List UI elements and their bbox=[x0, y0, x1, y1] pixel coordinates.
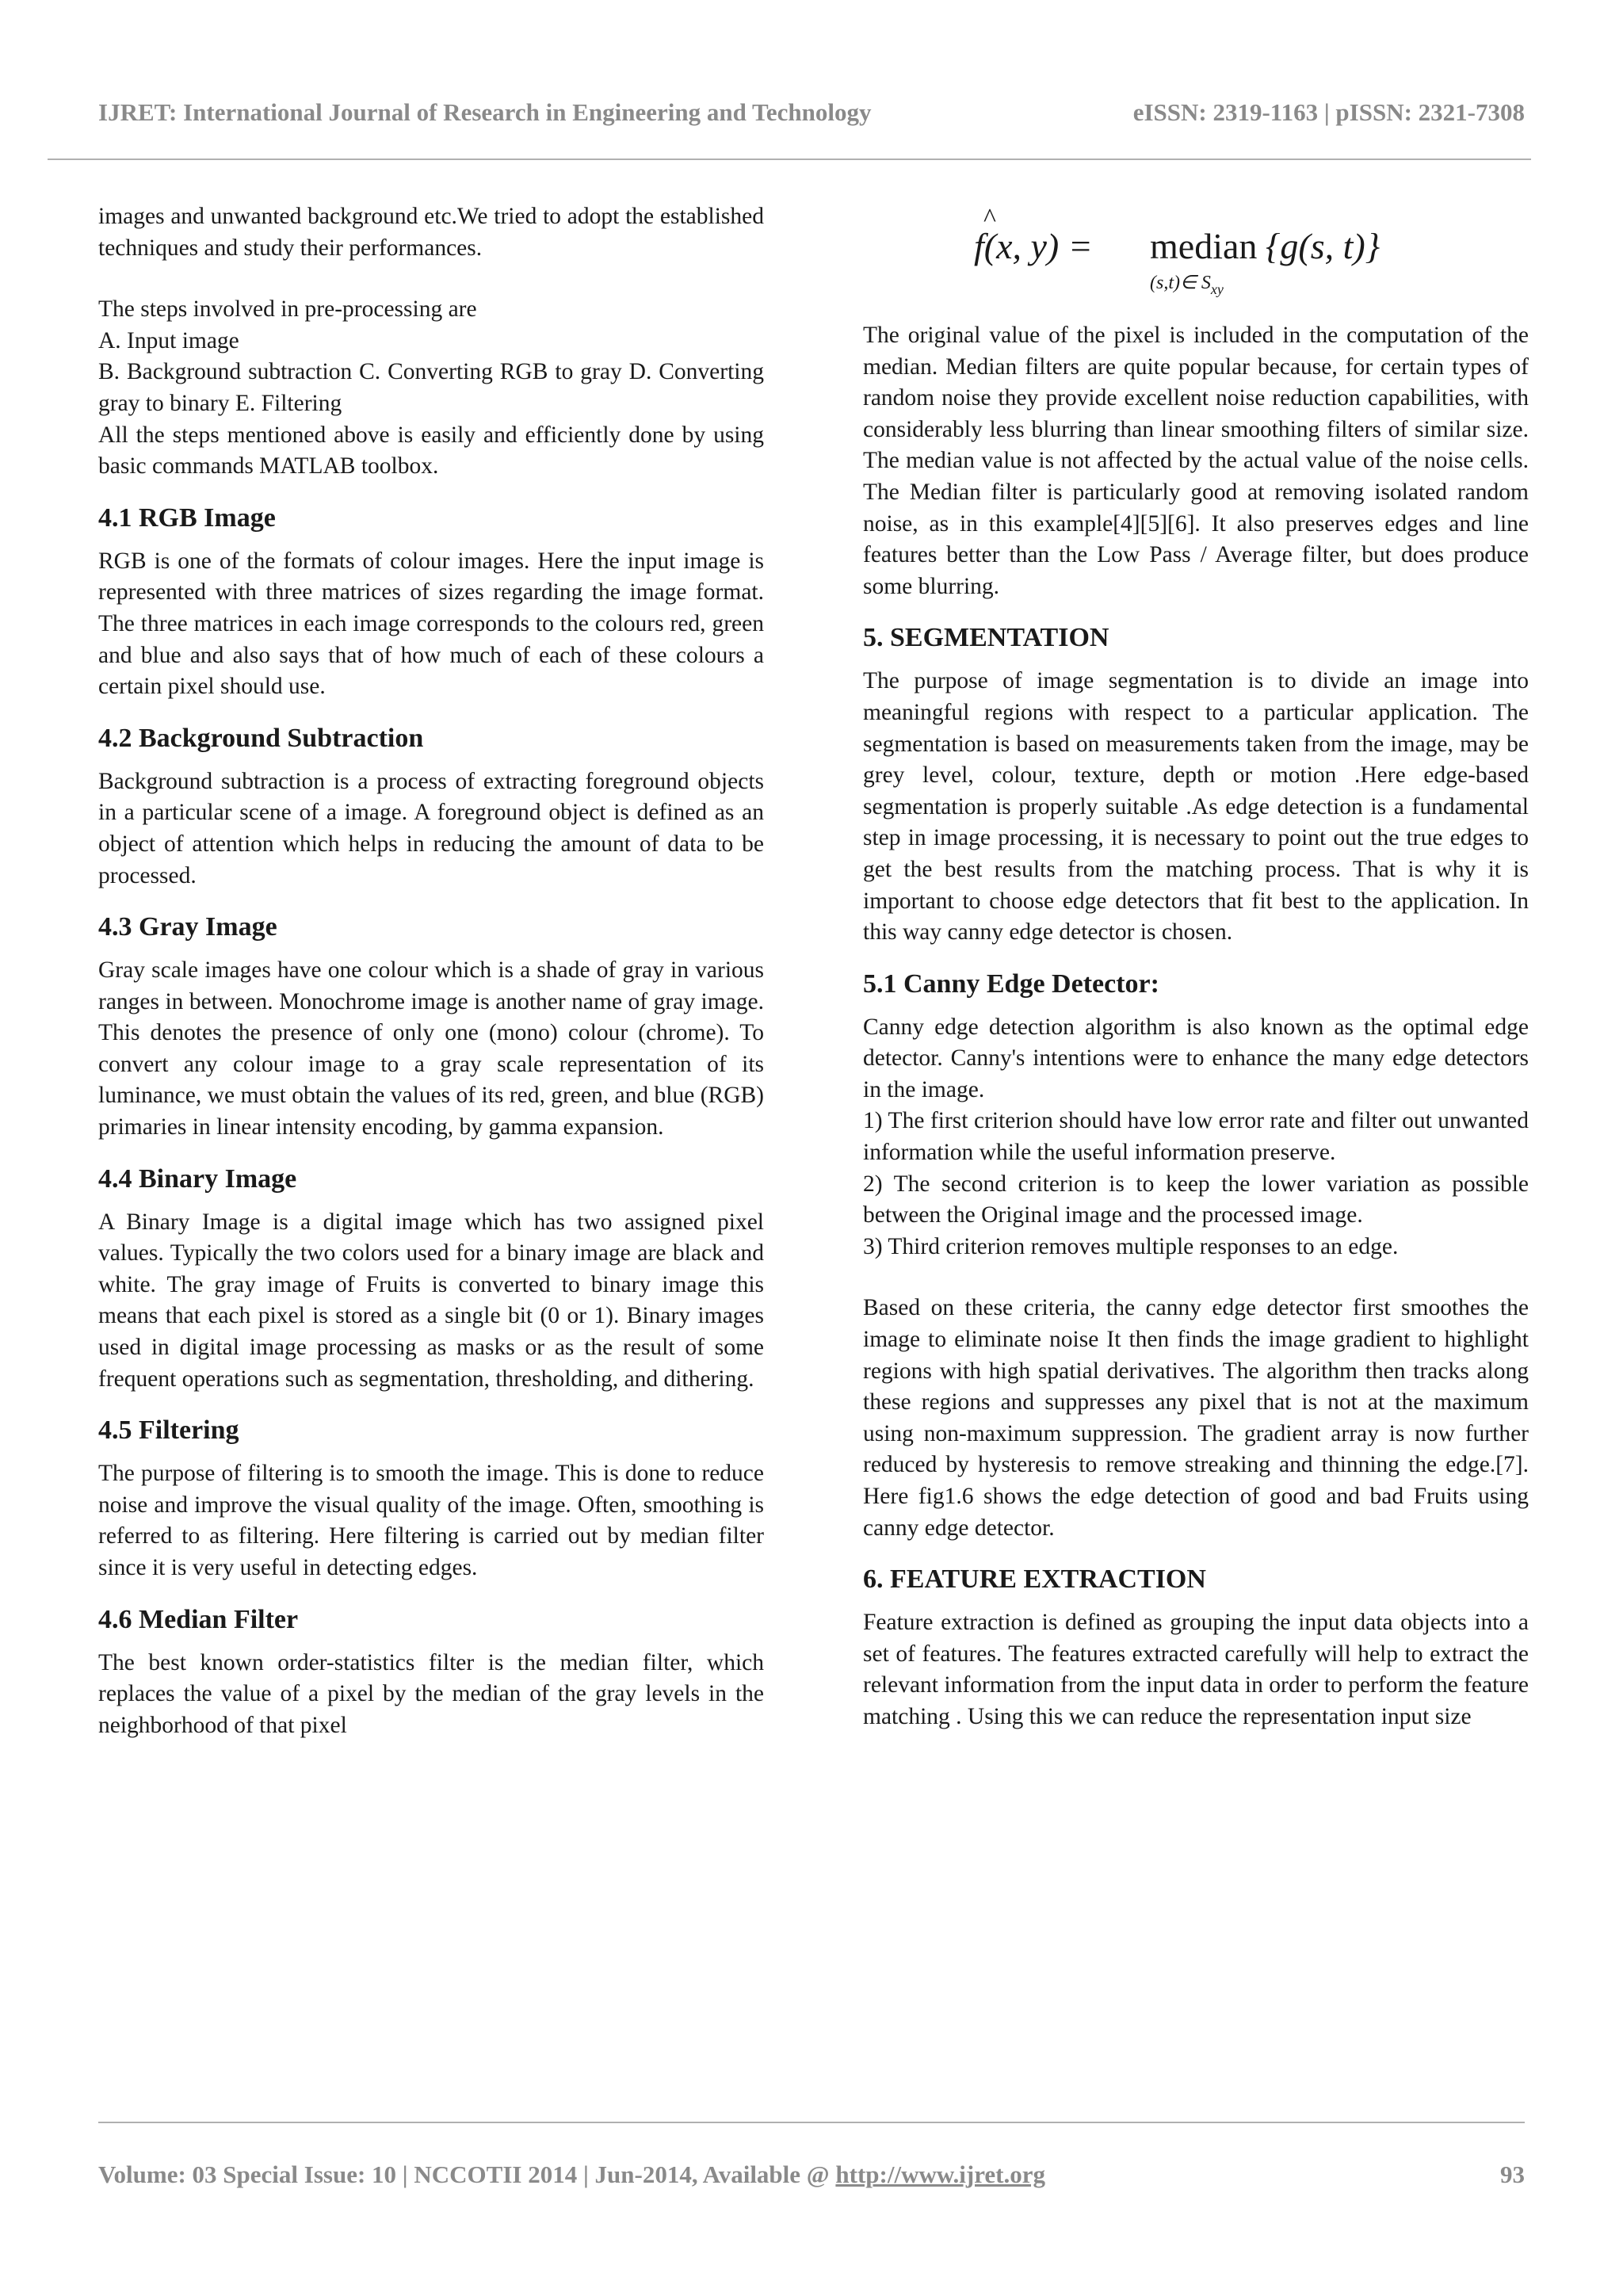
section-4-6-text: The best known order-statistics filter is the median filter, which replaces the value of a pixel by the median of the gray levels in the neighborhood of that pixel bbox=[98, 1649, 764, 1738]
section-4-5-title: 4.5 Filtering bbox=[98, 1415, 239, 1446]
formula-rhs: {g(s, t)} bbox=[1266, 226, 1381, 266]
section-4-3-text: Gray scale images have one colour which is a shade of gray in various ranges in between. Monochrome image is another name of gray image. This denotes the presence of only one (mono) colour (chrome). To convert any colour image to a gray scale representation of its luminance, we must obtain the values of its red, green, and blue (RGB) primaries in linear intensity encoding, by gamma expansion. bbox=[98, 957, 764, 1140]
section-6-title: 6. FEATURE EXTRACTION bbox=[863, 1564, 1206, 1595]
section-5-1-title: 5.1 Canny Edge Detector: bbox=[863, 968, 1159, 999]
formula-hat-icon: ^ bbox=[983, 204, 996, 233]
section-4-1-title: 4.1 RGB Image bbox=[98, 502, 276, 533]
step-b-to-e: B. Background subtraction C. Converting RGB to gray D. Converting gray to binary E. Filtering bbox=[98, 359, 764, 416]
footer-divider bbox=[98, 2122, 1525, 2123]
criterion-1: 1) The first criterion should have low error rate and filter out unwanted information while the useful information preserve. bbox=[863, 1108, 1529, 1166]
formula-subscript-main: (s,t)∈ S bbox=[1150, 273, 1211, 293]
canny-explanation: Based on these criteria, the canny edge detector first smoothes the image to eliminate noise It then finds the image gradient to highlight regions with high spatial derivatives. The algorithm then tracks along these regions and suppresses any pixel that is not at the maximum using non-maximum suppression. The gradient array is now further reduced by hysteresis to remove streaking and thinning the edge.[7]. Here fig1.6 shows the edge detection of good and bad Fruits using canny edge detector. bbox=[863, 1295, 1529, 1541]
section-4-4-text: A Binary Image is a digital image which has two assigned pixel values. Typically the two colors used for a binary image are black and white. The gray image of Fruits is converted to binary image this means that each pixel is stored as a single bit (0 or 1). Binary images used in digital image processing as masks or as the result of some frequent operations such as segmentation, thresholding, and dithering. bbox=[98, 1209, 764, 1392]
formula-lhs: f(x, y) = bbox=[974, 226, 1093, 266]
formula-operator: median bbox=[1150, 226, 1258, 266]
page-number: 93 bbox=[1500, 2160, 1525, 2188]
section-4-3-title: 4.3 Gray Image bbox=[98, 912, 277, 942]
section-4-6-title: 4.6 Median Filter bbox=[98, 1604, 299, 1634]
left-column bbox=[98, 201, 764, 1741]
section-4-2-title: 4.2 Background Subtraction bbox=[98, 723, 424, 753]
formula-subscript-index: xy bbox=[1210, 281, 1224, 297]
section-4-4-title: 4.4 Binary Image bbox=[98, 1163, 297, 1194]
steps-outro: All the steps mentioned above is easily and efficiently done by using basic commands MATLAB toolbox. bbox=[98, 422, 764, 479]
issn-info: eISSN: 2319-1163 | pISSN: 2321-7308 bbox=[1132, 98, 1525, 126]
footer-volume-text: Volume: 03 Special Issue: 10 | NCCOTII 2014 | Jun-2014, Available @ bbox=[98, 2160, 836, 2188]
criterion-2: 2) The second criterion is to keep the lower variation as possible between the Original image and the processed image. bbox=[863, 1171, 1529, 1228]
section-5-title: 5. SEGMENTATION bbox=[863, 623, 1109, 653]
page-footer bbox=[98, 2160, 1525, 2189]
intro-paragraph: images and unwanted background etc.We tried to adopt the established techniques and study their performances. bbox=[98, 204, 764, 261]
criterion-3: 3) Third criterion removes multiple responses to an edge. bbox=[863, 1233, 1399, 1259]
section-4-5-text: The purpose of filtering is to smooth the image. This is done to reduce noise and improve the visual quality of the image. Often, smoothing is referred to as filtering. Here filtering is carried out by median filter since it is very useful in detecting edges. bbox=[98, 1461, 764, 1580]
section-6-text: Feature extraction is defined as grouping the input data objects into a set of features. The features extracted carefully will help to extract the relevant information from the input data in order to perform the feature matching . Using this we can reduce the representation input size bbox=[863, 1610, 1529, 1729]
median-formula bbox=[863, 201, 1529, 320]
section-4-2-text: Background subtraction is a process of extracting foreground objects in a particular scene of a image. A foreground object is defined as an object of attention which helps in reducing the amount of data to be processed. bbox=[98, 768, 764, 888]
header-divider bbox=[48, 159, 1531, 160]
right-column bbox=[863, 201, 1529, 1733]
section-4-1-text: RGB is one of the formats of colour images. Here the input image is represented with three matrices of sizes regarding the image format. The three matrices in each image corresponds to the colours red, green and blue and also says that of how much of each of these colours a certain pixel should use. bbox=[98, 548, 764, 700]
formula-subscript bbox=[1150, 273, 1224, 297]
journal-title: IJRET: International Journal of Research in Engineering and Technology bbox=[98, 98, 872, 126]
step-a: A. Input image bbox=[98, 327, 239, 353]
steps-intro: The steps involved in pre-processing are bbox=[98, 296, 477, 323]
journal-url-link[interactable]: http://www.ijret.org bbox=[835, 2160, 1045, 2188]
section-5-1-text: Canny edge detection algorithm is also known as the optimal edge detector. Canny's intentions were to enhance the many edge detectors in the image. bbox=[863, 1014, 1529, 1102]
footer-volume bbox=[98, 2160, 1045, 2189]
median-formula-svg bbox=[974, 201, 1418, 304]
page-header bbox=[98, 98, 1525, 130]
section-5-text: The purpose of image segmentation is to divide an image into meaningful regions with respect to a particular application. The segmentation is based on measurements taken from the image, may be grey level, colour, texture, depth or motion .Here edge-based segmentation is properly suitable .As edge detection is a fundamental step in image processing, it is necessary to point out the true edges to get the best results from the matching process. That is why it is important to choose edge detectors that fit best to the application. In this way canny edge detector is chosen. bbox=[863, 668, 1529, 946]
median-explanation: The original value of the pixel is included in the computation of the median. Median filters are quite popular because, for certain types of random noise they provide excellent noise reduction capabilities, with considerably less blurring than linear smoothing filters of similar size. The median value is not affected by the actual value of the noise cells. The Median filter is particularly good at removing isolated random noise, as in this example[4][5][6]. It also preserves edges and line features better than the Low Pass / Average filter, but does produce some blurring. bbox=[863, 323, 1529, 599]
